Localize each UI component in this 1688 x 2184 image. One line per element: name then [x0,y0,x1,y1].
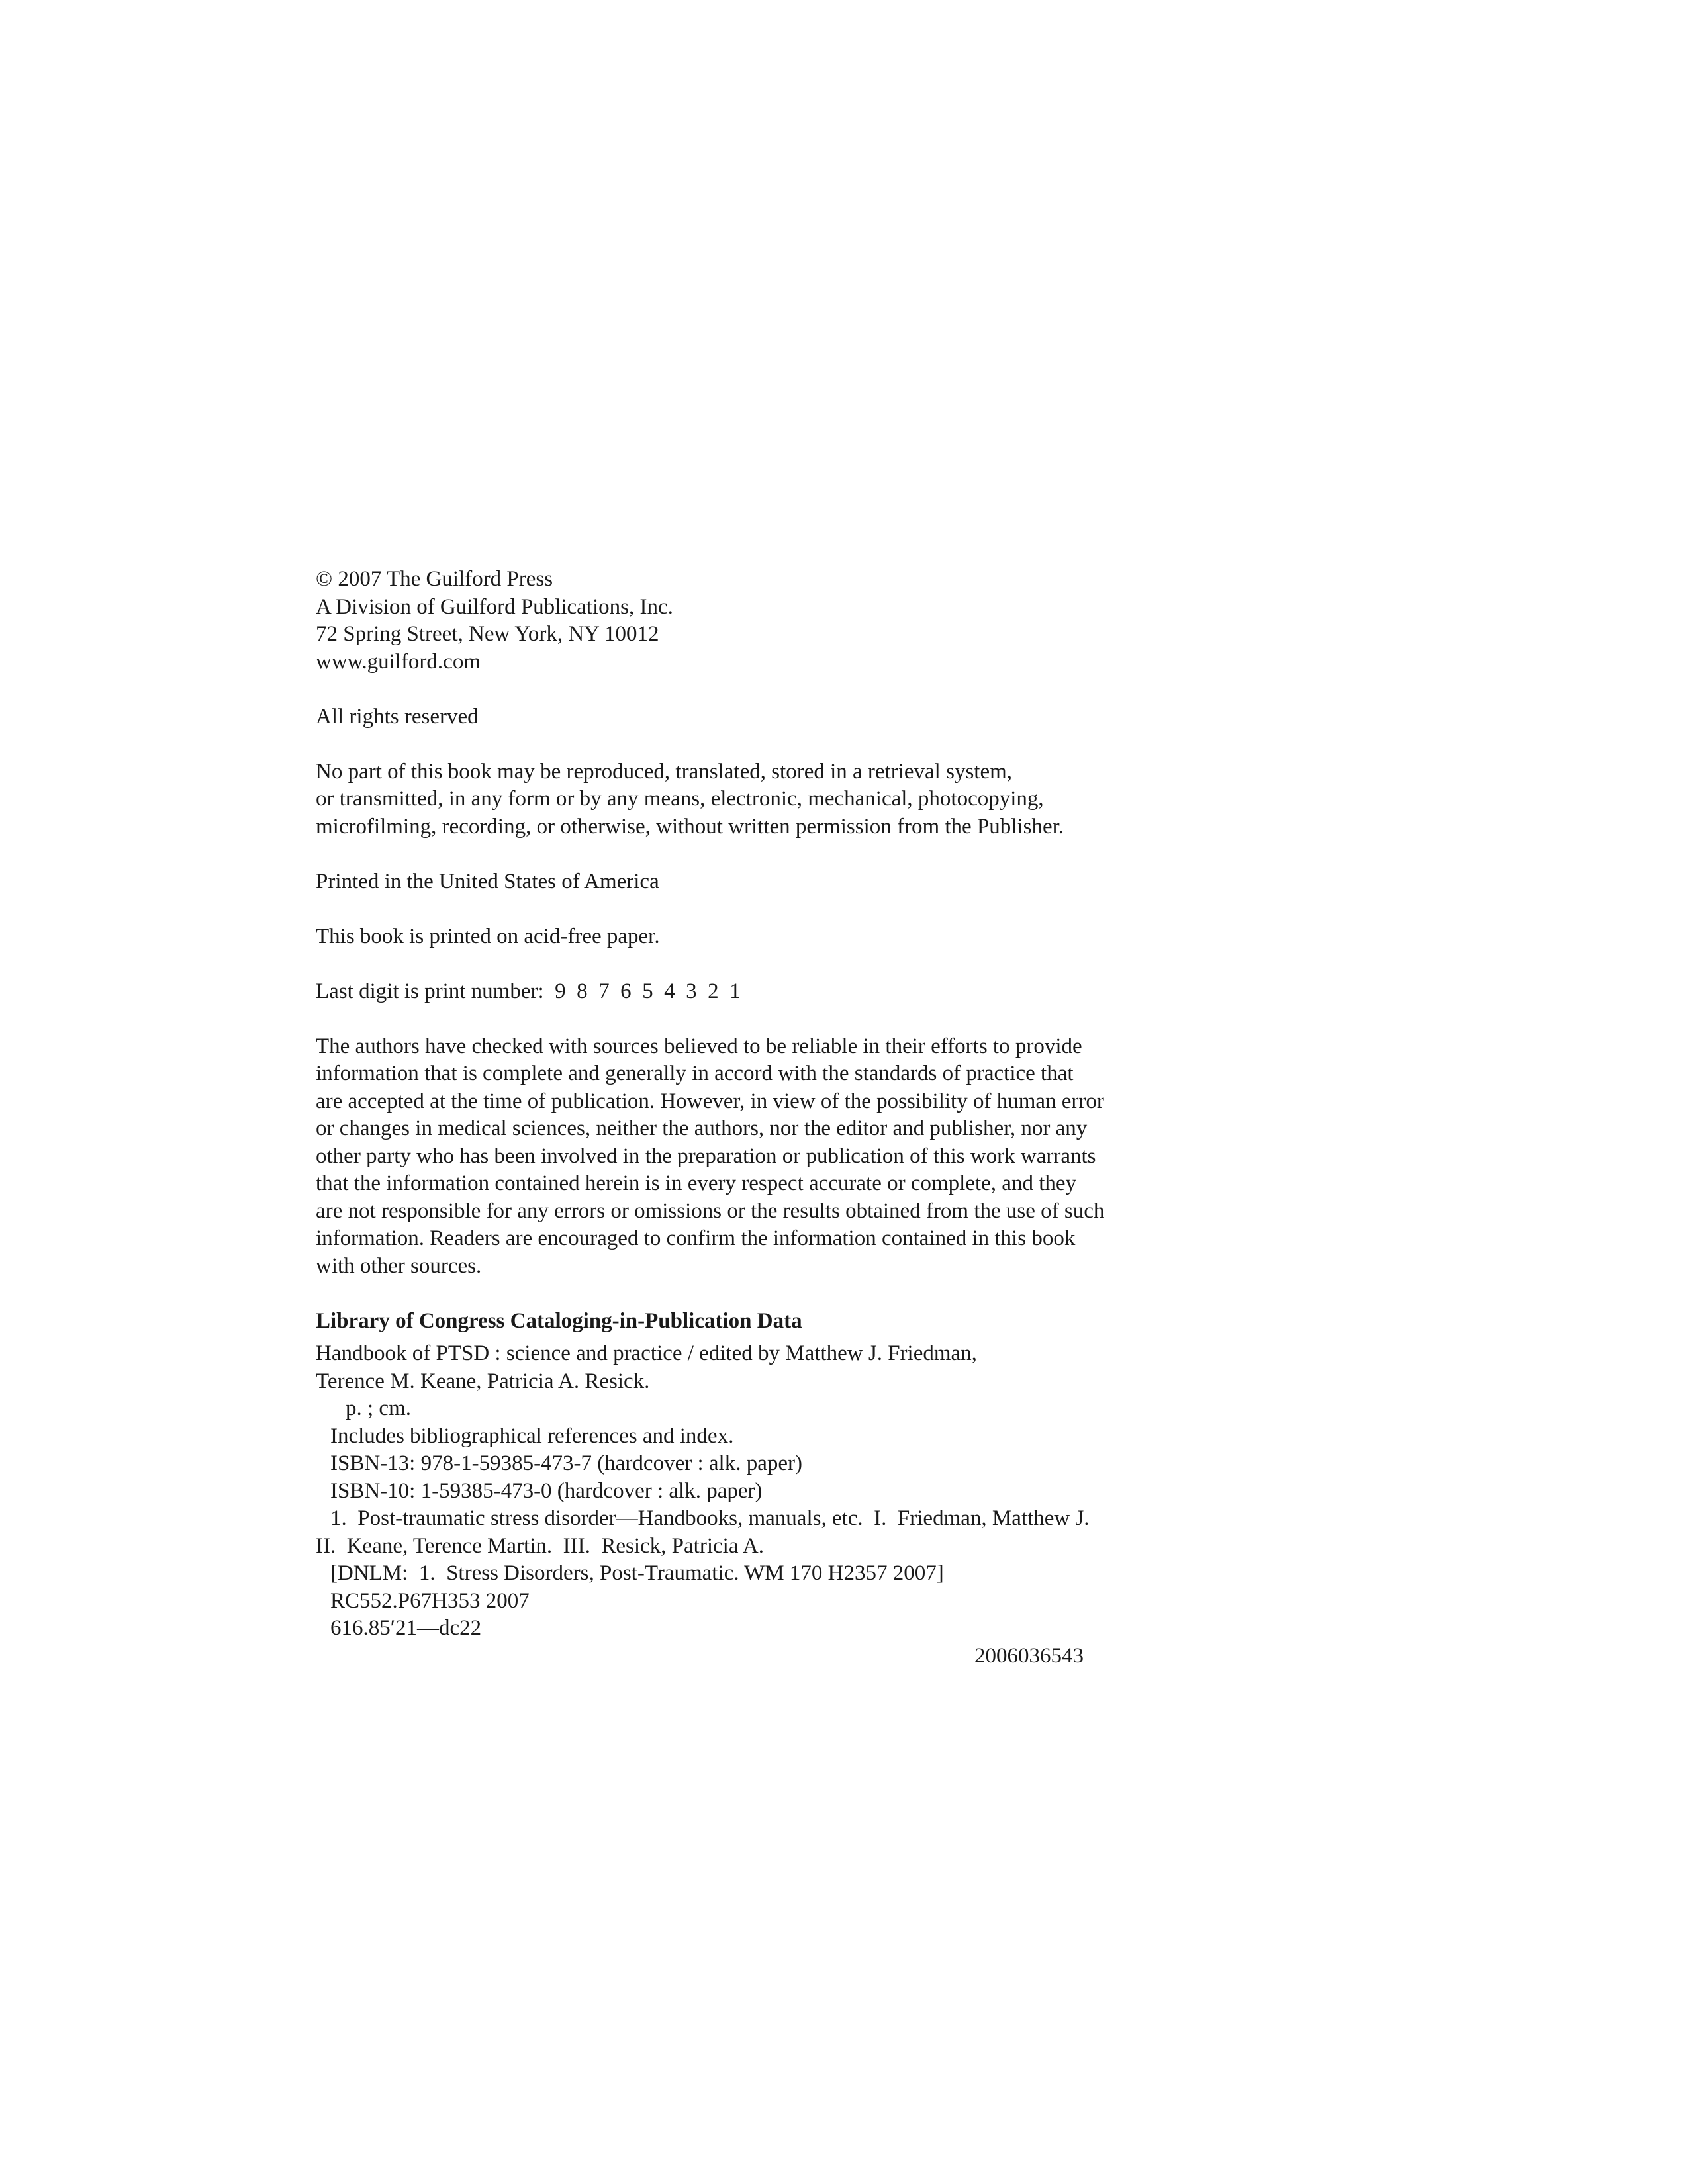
print-number-statement [316,978,1573,1006]
publisher-info [316,566,1573,676]
disclaimer-line: with other sources. [316,1253,482,1278]
cip-line: 616.85′21—dc22 [330,1616,482,1640]
cip-line: 1. Post-traumatic stress disorder—Handbooks, manuals, etc. I. Friedman, Matthew J. [330,1506,1090,1530]
disclaimer-line: information. Readers are encouraged to confirm the information contained in this book [316,1226,1076,1250]
cip-line: [DNLM: 1. Stress Disorders, Post-Traumatic. WM 170 H2357 2007] [330,1561,944,1585]
disclaimer-line: other party who has been involved in the preparation or publication of this work warrants [316,1144,1096,1168]
publisher-website: www.guilford.com [316,649,481,674]
disclaimer [316,1033,1573,1281]
disclaimer-line: or changes in medical sciences, neither the authors, nor the editor and publisher, nor any [316,1116,1088,1140]
cip-data [316,1308,1573,1670]
cip-heading: Library of Congress Cataloging-in-Publication Data [316,1308,802,1333]
lccn-number: 2006036543 [974,1643,1084,1668]
publisher-address: 72 Spring Street, New York, NY 10012 [316,622,659,646]
disclaimer-line: are accepted at the time of publication. However, in view of the possibility of human error [316,1089,1104,1113]
disclaimer-line: are not responsible for any errors or omissions or the results obtained from the use of such [316,1199,1105,1223]
printed-in: Printed in the United States of America [316,869,659,893]
cip-line: ISBN-10: 1-59385-473-0 (hardcover : alk. paper) [330,1479,763,1503]
copyright-line: © 2007 The Guilford Press [316,567,553,591]
acid-free-paper: This book is printed on acid-free paper. [316,924,660,948]
reproduction-line: microfilming, recording, or otherwise, without written permission from the Publisher. [316,814,1064,839]
printed-in-statement [316,868,1573,896]
cip-line: RC552.P67H353 2007 [330,1588,530,1613]
copyright-text-block [316,566,1573,1670]
reproduction-notice [316,758,1573,841]
publisher-division: A Division of Guilford Publications, Inc. [316,594,673,619]
print-number: Last digit is print number: 9 8 7 6 5 4 3 2 1 [316,979,741,1003]
rights-statement [316,704,1573,731]
reproduction-line: No part of this book may be reproduced, translated, stored in a retrieval system, [316,759,1013,784]
paper-statement [316,923,1573,951]
disclaimer-line: The authors have checked with sources believed to be reliable in their efforts to provide [316,1034,1082,1058]
cip-line: II. Keane, Terence Martin. III. Resick, Patricia A. [316,1533,764,1558]
rights-reserved: All rights reserved [316,704,479,729]
cip-line: Terence M. Keane, Patricia A. Resick. [316,1369,650,1393]
reproduction-line: or transmitted, in any form or by any means, electronic, mechanical, photocopying, [316,787,1044,811]
cip-line: Handbook of PTSD : science and practice / edited by Matthew J. Friedman, [316,1342,977,1365]
cip-line: ISBN-13: 978-1-59385-473-7 (hardcover : alk. paper) [330,1451,802,1475]
cip-line: p. ; cm. [346,1396,411,1420]
disclaimer-line: that the information contained herein is in every respect accurate or complete, and they [316,1171,1077,1195]
cip-line: Includes bibliographical references and index. [330,1424,734,1448]
disclaimer-line: information that is complete and generally in accord with the standards of practice that [316,1062,1074,1085]
